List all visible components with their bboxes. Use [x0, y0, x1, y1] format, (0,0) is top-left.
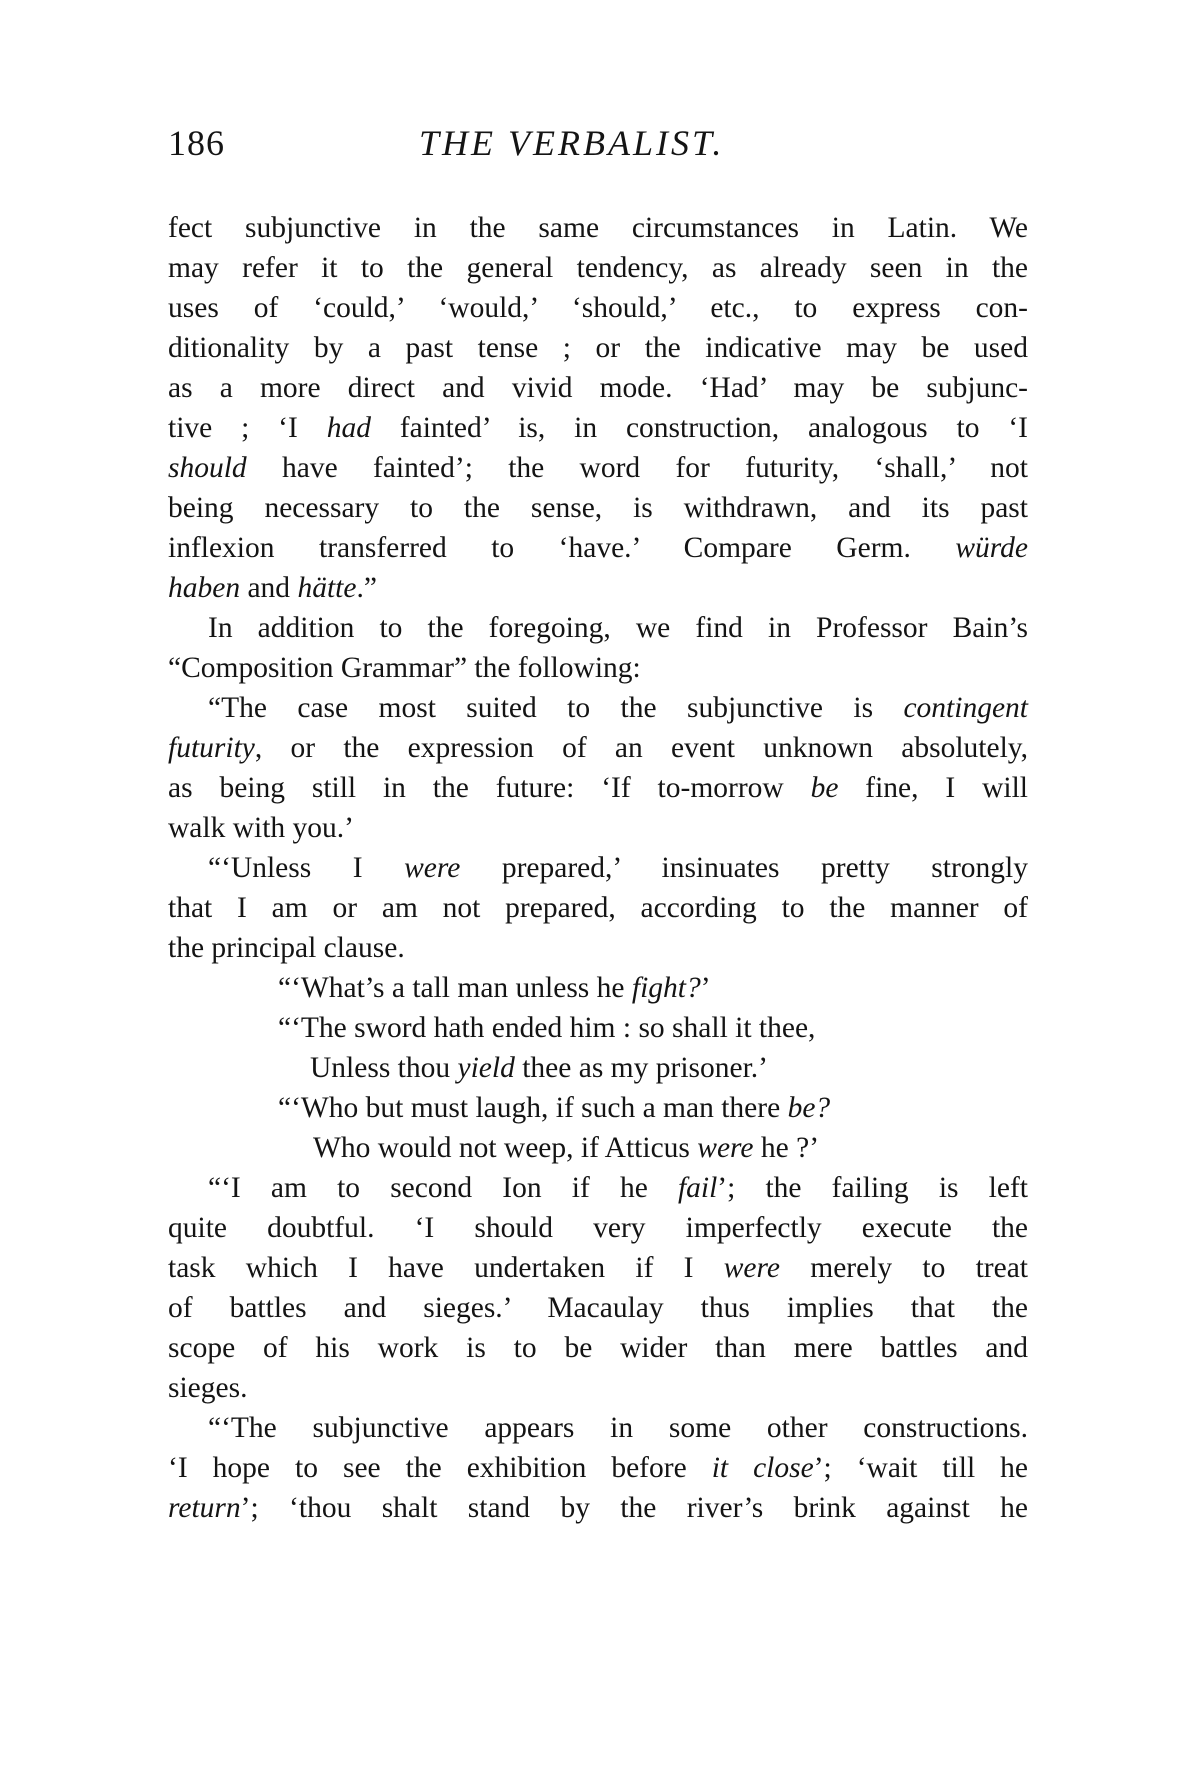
text-segment: have fainted’; the word for futurity, ‘shall,’ not [246, 452, 1028, 484]
text-line [168, 208, 1028, 248]
text-line [168, 448, 1028, 488]
text-segment: scope of his work is to be wider than mere battles and [168, 1332, 1028, 1364]
text-segment: as being still in the future: ‘If to-morrow [168, 772, 811, 804]
italic-text: were [723, 1252, 780, 1284]
text-segment: ditionality by a past tense ; or the indicative may be used [168, 332, 1028, 364]
text-segment: may refer it to the general tendency, as already seen in the [168, 252, 1028, 284]
text-segment: fine, I will [838, 772, 1028, 804]
italic-text: contingent [903, 692, 1028, 724]
text-segment: .” [356, 572, 377, 604]
text-line [168, 1488, 1028, 1528]
italic-text: yield [457, 1052, 515, 1084]
text-segment: In addition to the foregoing, we find in Professor Bain’s [208, 612, 1028, 644]
text-segment: and [240, 572, 298, 604]
text-segment: “‘What’s a tall man unless he [278, 972, 632, 1004]
text-line [168, 1208, 1028, 1248]
text-segment: fect subjunctive in the same circumstances in Latin. We [168, 212, 1028, 244]
text-segment: quite doubtful. ‘I should very imperfectly execute the [168, 1212, 1028, 1244]
text-segment: ‘I hope to see the exhibition before [168, 1452, 712, 1484]
text-line [168, 568, 1028, 608]
body-text [168, 208, 1028, 1528]
text-line [168, 328, 1028, 368]
text-segment: uses of ‘could,’ ‘would,’ ‘should,’ etc., to express con- [168, 292, 1028, 324]
verse-line [168, 968, 1028, 1008]
text-line [168, 528, 1028, 568]
running-title: THE VERBALIST. [419, 123, 725, 163]
text-line [168, 408, 1028, 448]
italic-text: be [810, 772, 839, 804]
italic-text: were [404, 852, 461, 884]
text-segment: he ?’ [753, 1132, 820, 1164]
italic-text: hätte [297, 572, 357, 604]
text-line [168, 648, 1028, 688]
text-segment: inflexion transferred to ‘have.’ Compare Germ. [168, 532, 956, 564]
text-line [168, 1248, 1028, 1288]
text-segment: ’; ‘thou shalt stand by the river’s brink against he [240, 1492, 1028, 1524]
text-segment: merely to treat [780, 1252, 1028, 1284]
text-segment: ’; ‘wait till he [813, 1452, 1028, 1484]
text-line [168, 688, 1028, 728]
text-segment: “The case most suited to the subjunctive is [208, 692, 904, 724]
text-line [168, 368, 1028, 408]
page-header [168, 122, 1028, 172]
text-line [168, 808, 1028, 848]
text-line [168, 488, 1028, 528]
italic-text: be? [787, 1092, 831, 1124]
text-segment: walk with you.’ [168, 812, 354, 844]
text-segment: ’; the failing is left [717, 1172, 1028, 1204]
text-line [168, 1448, 1028, 1488]
text-segment: the principal clause. [168, 932, 405, 964]
italic-text: had [326, 412, 371, 444]
text-line [168, 888, 1028, 928]
text-segment: that I am or am not prepared, according to the manner of [168, 892, 1028, 924]
italic-text: should [168, 452, 247, 484]
italic-text: würde [955, 532, 1028, 564]
text-segment: , or the expression of an event unknown absolutely, [254, 732, 1028, 764]
verse-line [168, 1088, 1028, 1128]
verse-line [168, 1008, 1028, 1048]
text-segment: fainted’ is, in construction, analogous to ‘I [370, 412, 1028, 444]
verse-line [168, 1048, 1028, 1088]
text-segment: ’ [700, 972, 711, 1004]
text-segment: “‘The sword hath ended him : so shall it thee, [278, 1012, 816, 1044]
text-line [168, 848, 1028, 888]
italic-text: haben [168, 572, 241, 604]
text-segment: prepared,’ insinuates pretty strongly [460, 852, 1029, 884]
text-line [168, 1328, 1028, 1368]
italic-text: return [168, 1492, 241, 1524]
text-segment: “‘Who but must laugh, if such a man there [278, 1092, 788, 1124]
text-segment: “‘The subjunctive appears in some other constructions. [208, 1412, 1028, 1444]
text-line [168, 768, 1028, 808]
text-segment: thee as my prisoner.’ [514, 1052, 768, 1084]
text-segment: Who would not weep, if Atticus [313, 1132, 698, 1164]
text-segment: tive ; ‘I [168, 412, 327, 444]
italic-text: it close [711, 1452, 814, 1484]
italic-text: were [697, 1132, 754, 1164]
text-line [168, 288, 1028, 328]
text-segment: as a more direct and vivid mode. ‘Had’ may be subjunc- [168, 372, 1028, 404]
text-line [168, 248, 1028, 288]
text-segment: Unless thou [310, 1052, 458, 1084]
text-segment: “‘I am to second Ion if he [208, 1172, 678, 1204]
text-segment: “‘Unless I [208, 852, 405, 884]
text-segment: task which I have undertaken if I [168, 1252, 724, 1284]
text-segment: of battles and sieges.’ Macaulay thus implies that the [168, 1292, 1028, 1324]
italic-text: fight? [631, 972, 701, 1004]
text-segment: sieges. [168, 1372, 248, 1404]
page-number: 186 [168, 123, 225, 163]
text-segment: being necessary to the sense, is withdrawn, and its past [168, 492, 1028, 524]
text-segment: “Composition Grammar” the following: [168, 652, 641, 684]
verse-line [168, 1128, 1028, 1168]
italic-text: futurity [168, 732, 255, 764]
text-line [168, 1168, 1028, 1208]
italic-text: fail [677, 1172, 718, 1204]
text-line [168, 728, 1028, 768]
text-line [168, 1408, 1028, 1448]
text-line [168, 928, 1028, 968]
text-line [168, 1288, 1028, 1328]
text-line [168, 608, 1028, 648]
text-line [168, 1368, 1028, 1408]
